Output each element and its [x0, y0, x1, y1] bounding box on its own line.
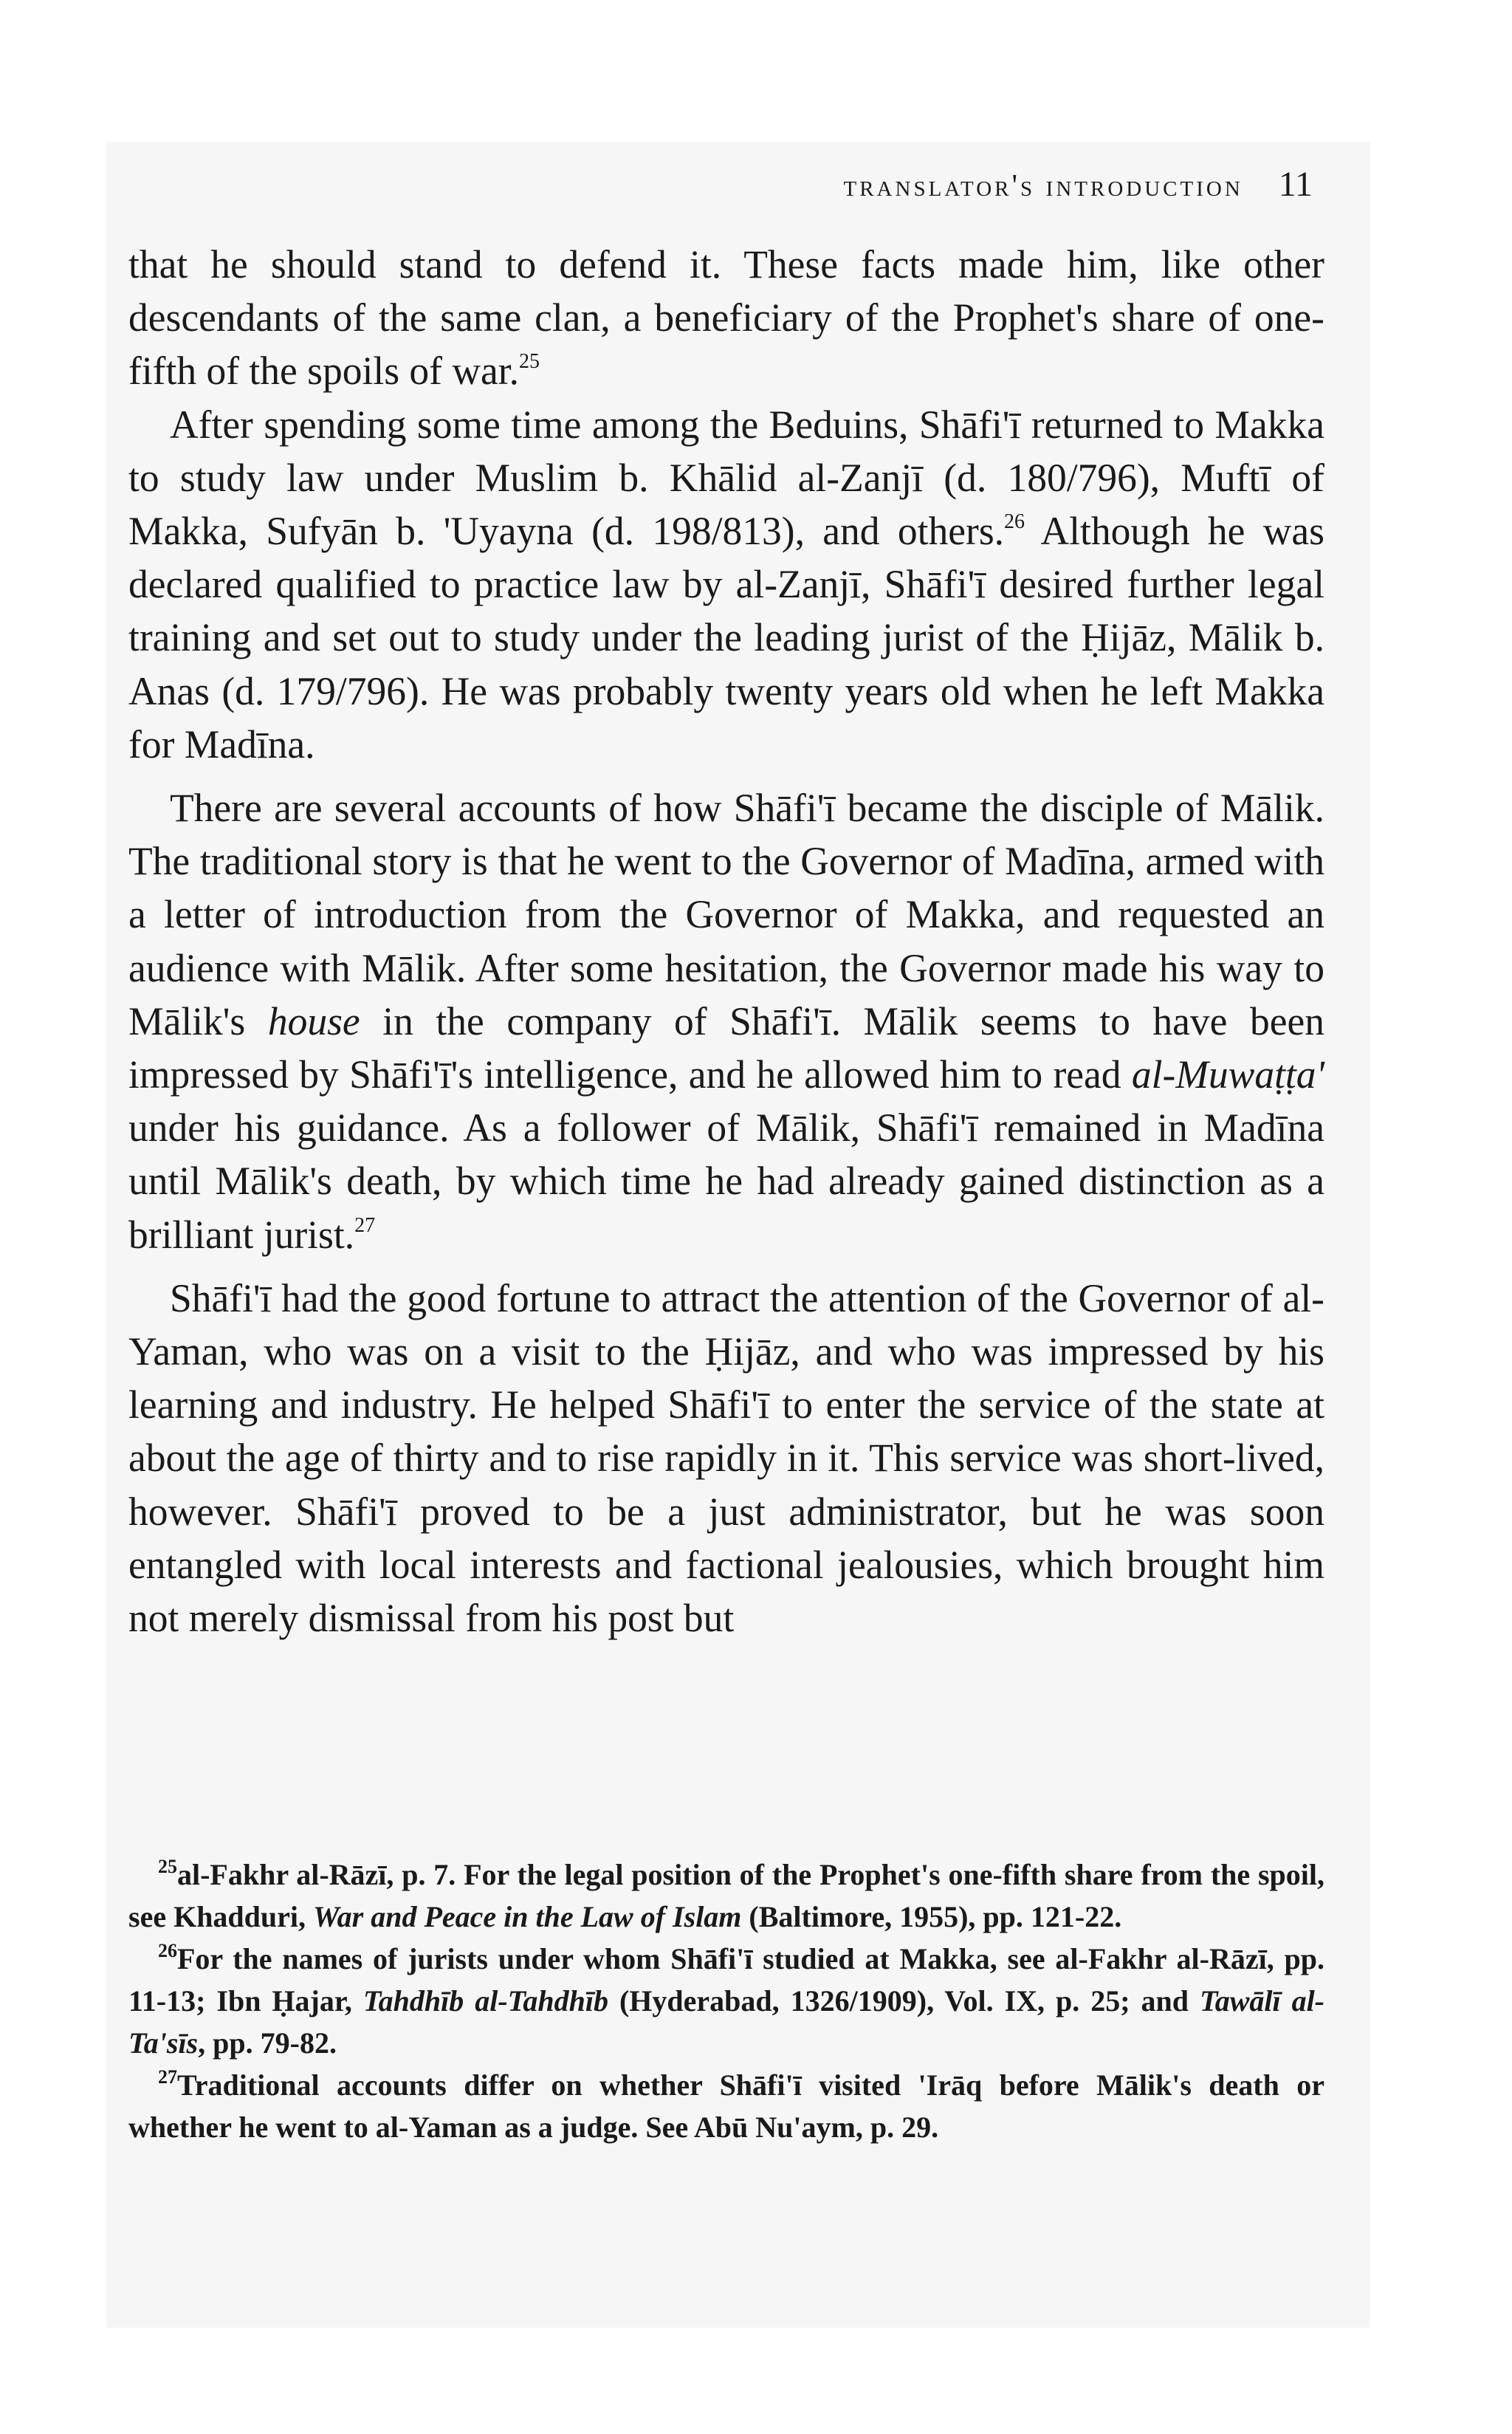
- footnote-text: (Hyderabad, 1326/1909), Vol. IX, p. 25; and: [608, 1984, 1200, 2018]
- paragraph: [128, 398, 1324, 771]
- paragraph-text: There are several accounts of how Shāfi'ī became the disciple of Mālik. The traditional story is that he went to the Governor of Madīna, armed with a letter of introduction from the Governor of Makka, and requested an audience with Mālik. After some hesitation, the Governor made his way to Mālik's: [128, 786, 1324, 1043]
- italic-title: al-Muwaṭṭa': [1131, 1052, 1324, 1097]
- italic-title: Tahdhīb al-Tahdhīb: [362, 1984, 609, 2018]
- footnote: [128, 1938, 1324, 2064]
- book-page: [106, 142, 1370, 2328]
- paragraph: [128, 238, 1324, 398]
- running-title: translator's introduction: [843, 169, 1243, 203]
- footnote-text: For the names of jurists under whom Shāfi'ī studied at Makka, see al-Fakhr al-Rāzī, pp. 11-13; Ibn Ḥajar,: [128, 1942, 1324, 2018]
- footnote-text: (Baltimore, 1955), pp. 121-22.: [741, 1900, 1122, 1933]
- page-number: 11: [1278, 165, 1313, 204]
- footnote-number: 27: [158, 2066, 177, 2088]
- footnote-marker: 26: [1004, 510, 1025, 534]
- paragraph-text: After spending some time among the Beduins, Shāfi'ī returned to Makka to study law under Muslim b. Khālid al-Zanjī (d. 180/796), Muftī of Makka, Sufyān b. 'Uyayna (d. 198/813), and others.: [128, 402, 1324, 554]
- footnote-marker: 27: [354, 1213, 376, 1237]
- footnote-text: , pp. 79-82.: [198, 2026, 337, 2060]
- page-header: [106, 164, 1313, 208]
- footnote-marker: 25: [518, 350, 540, 374]
- paragraph-text: Shāfi'ī had the good fortune to attract the attention of the Governor of al-Yaman, who was on a visit to the Ḥijāz, and who was impressed by his learning and industry. He helped Shāfi'ī to enter the service of the state at about the age of thirty and to rise rapidly in it. This service was short-lived, however. Shāfi'ī proved to be a just administrator, but he was soon entangled with local interests and factional jealousies, which brought him not merely dismissal from his post but: [128, 1275, 1324, 1641]
- italic-title: War and Peace in the Law of Islam: [313, 1900, 742, 1933]
- paragraph: [128, 1272, 1324, 1645]
- footnote-number: 25: [158, 1856, 177, 1877]
- footnote: [128, 2064, 1324, 2148]
- paragraph-text: that he should stand to defend it. These facts made him, like other descendants of the same clan, a beneficiary of the Prophet's share of one-fifth of the spoils of war.: [128, 242, 1324, 394]
- paragraph-text: in the company of Shāfi'ī. Mālik seems to have been impressed by Shāfi'ī's intelligence, and he allowed him to read: [128, 998, 1324, 1097]
- footnotes: [128, 1854, 1324, 2148]
- italic-title: Tawālī al-Ta'sīs: [128, 1984, 1324, 2060]
- footnote-number: 26: [158, 1940, 177, 1961]
- paragraph-text: under his guidance. As a follower of Mālik, Shāfi'ī remained in Madīna until Mālik's death, by which time he had already gained distinction as a brilliant jurist.: [128, 1105, 1324, 1257]
- italic-text: house: [267, 998, 360, 1043]
- paragraph: [128, 781, 1324, 1261]
- body-text: [128, 238, 1324, 1645]
- paragraph-text: Although he was declared qualified to practice law by al-Zanjī, Shāfi'ī desired further legal training and set out to study under the leading jurist of the Ḥijāz, Mālik b. Anas (d. 179/796). He was probably twenty years old when he left Makka for Madīna.: [128, 509, 1324, 767]
- footnote-text: al-Fakhr al-Rāzī, p. 7. For the legal position of the Prophet's one-fifth share from the spoil, see Khadduri,: [128, 1858, 1324, 1933]
- footnote: [128, 1854, 1324, 1938]
- footnote-text: Traditional accounts differ on whether Shāfi'ī visited 'Irāq before Mālik's death or whether he went to al-Yaman as a judge. See Abū Nu'aym, p. 29.: [128, 2068, 1324, 2144]
